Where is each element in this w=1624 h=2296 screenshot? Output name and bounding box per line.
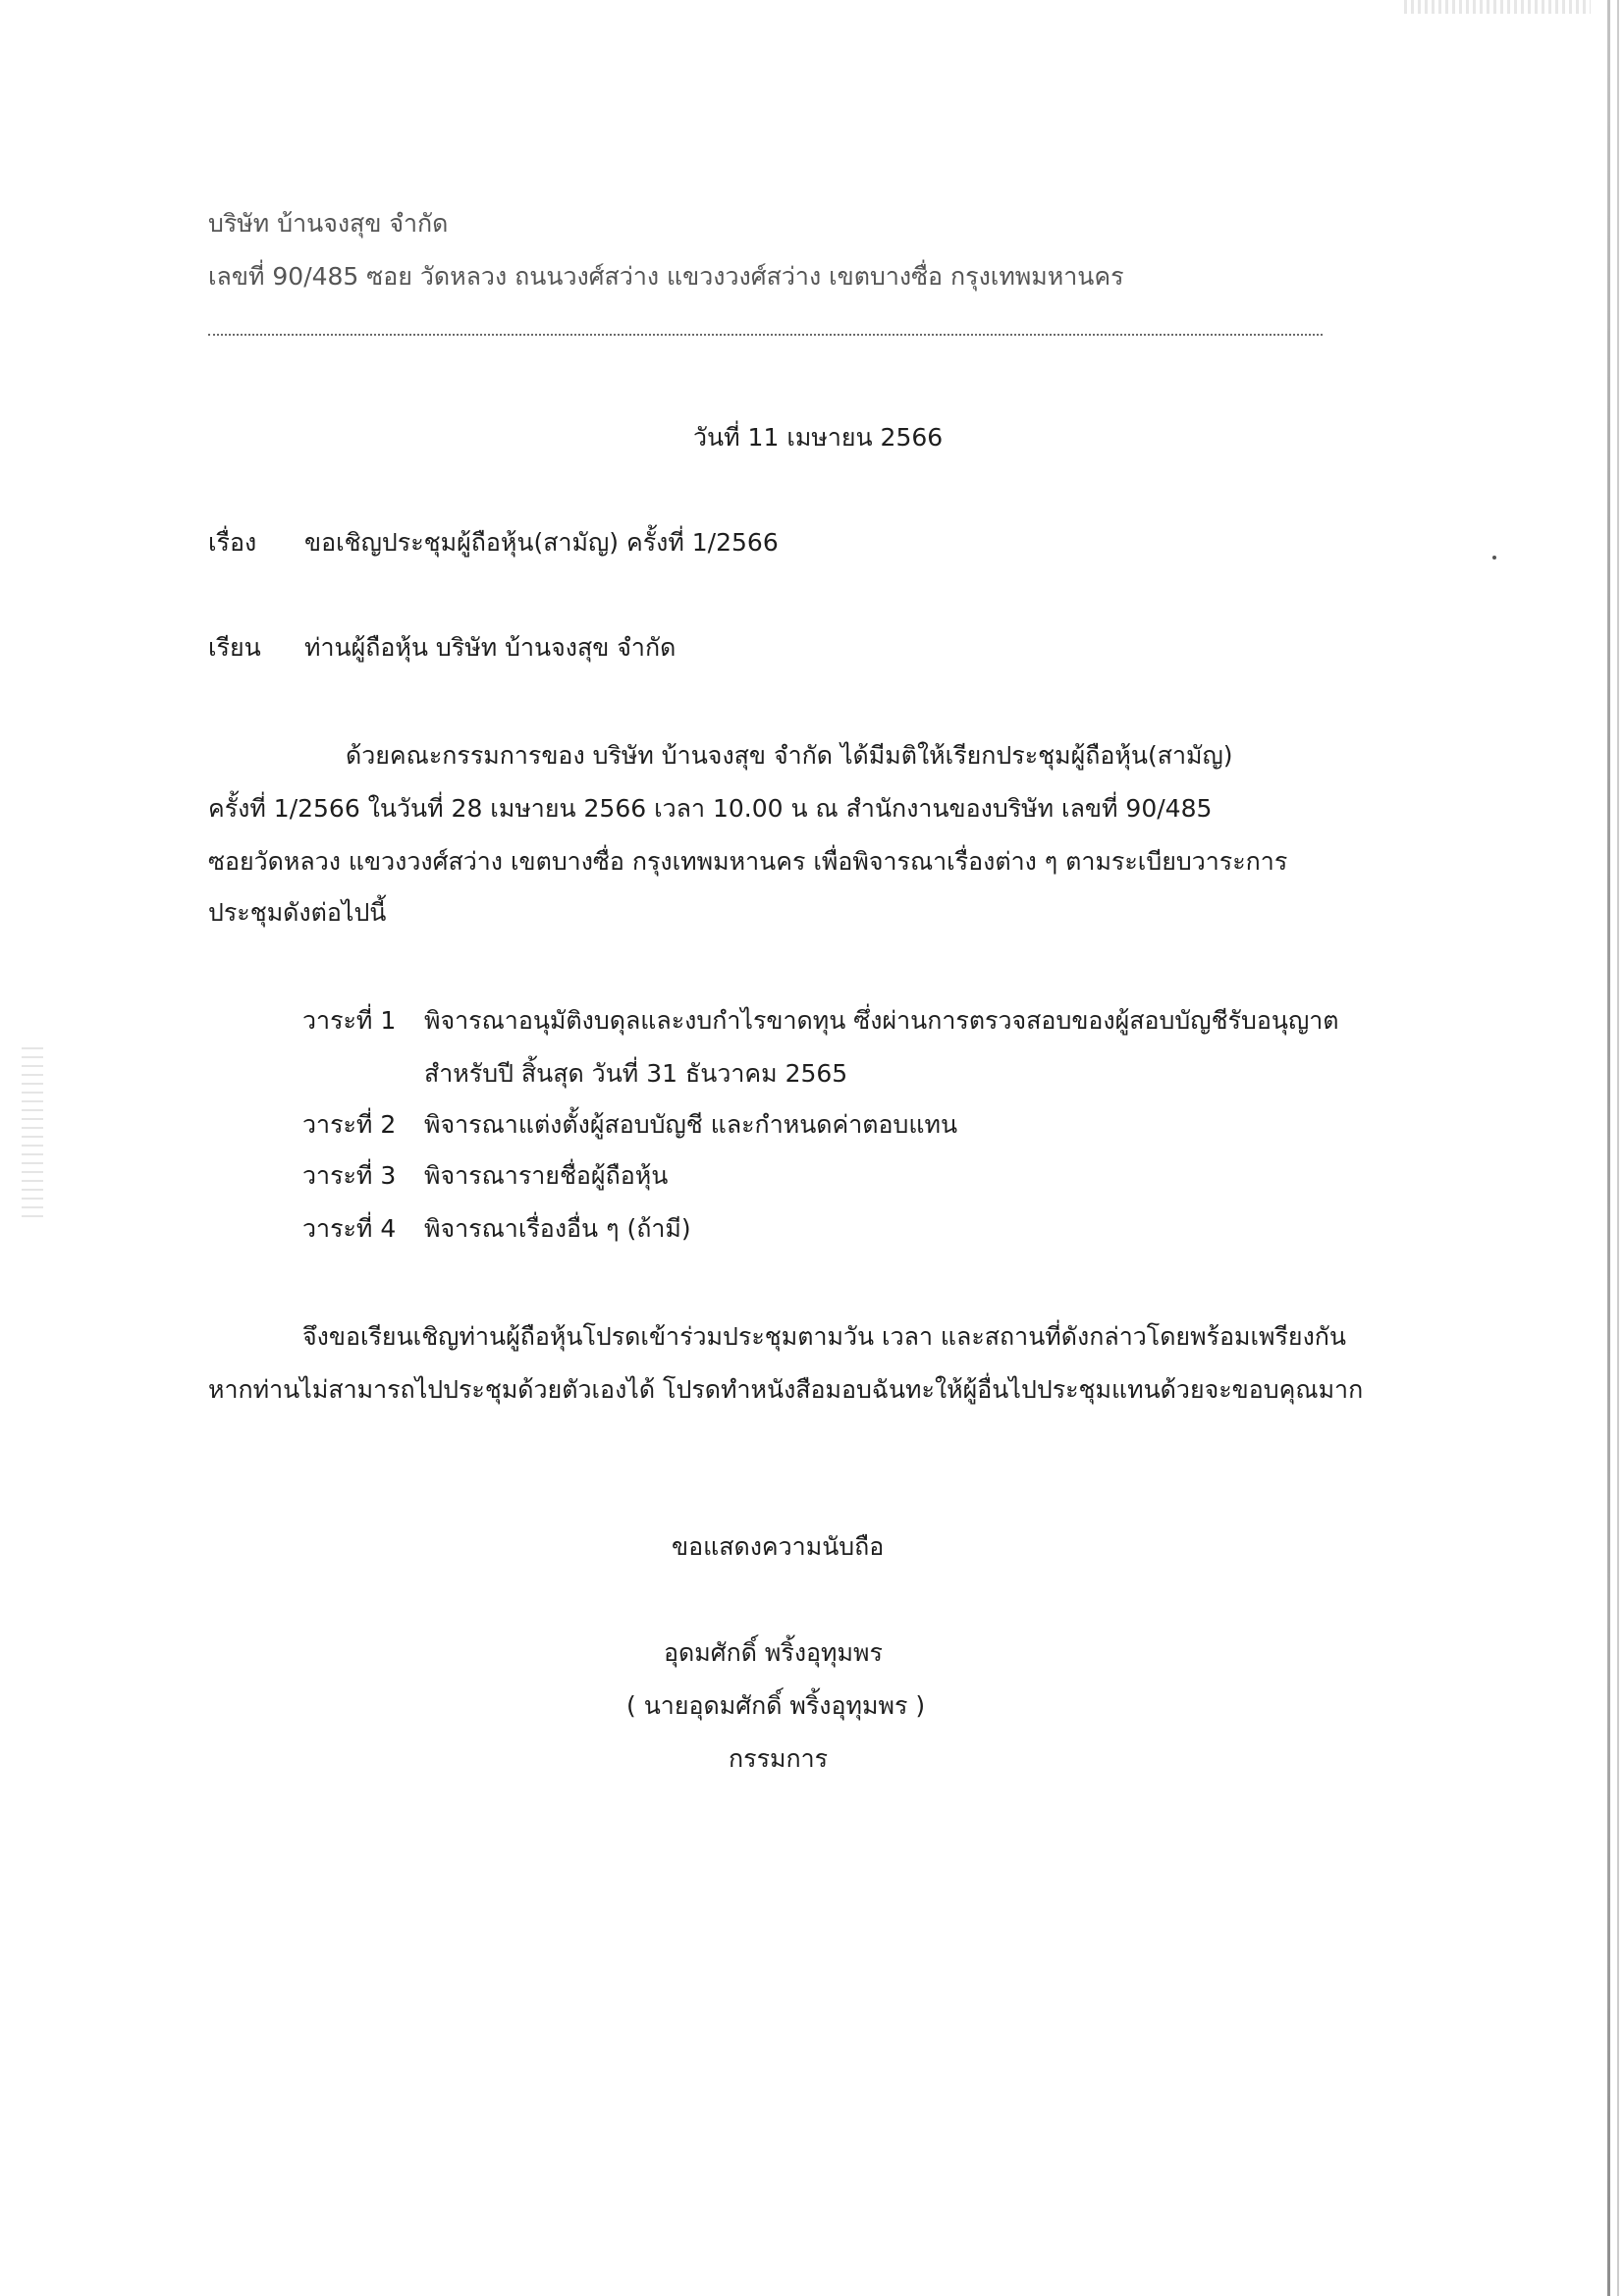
subject-label: เรื่อง <box>208 528 257 557</box>
scan-noise-top <box>1404 0 1591 14</box>
letterhead-divider <box>208 334 1323 336</box>
body-paragraph1-line3: ซอยวัดหลวง แขวงวงศ์สว่าง เขตบางซื่อ กรุงเทพมหานคร เพื่อพิจารณาเรื่องต่าง ๆ ตามระเบียบวาระการ <box>208 847 1288 876</box>
body-paragraph2-line1: จึงขอเรียนเชิญท่านผู้ถือหุ้นโปรดเข้าร่วมประชุมตามวัน เวลา และสถานที่ดังกล่าวโดยพร้อมเพรียงกัน <box>302 1322 1347 1351</box>
date-line: วันที่ 11 เมษายน 2566 <box>693 423 944 452</box>
closing-salutation: ขอแสดงความนับถือ <box>672 1532 885 1561</box>
agenda-item-4-label: วาระที่ 4 <box>302 1214 397 1243</box>
agenda-item-2-text: พิจารณาแต่งตั้งผู้สอบบัญชี และกำหนดค่าตอบแทน <box>424 1110 958 1139</box>
agenda-item-4-text: พิจารณาเรื่องอื่น ๆ (ถ้ามี) <box>424 1214 691 1243</box>
body-paragraph1-line1: ด้วยคณะกรรมการของ บริษัท บ้านจงสุข จำกัด ได้มีมติให้เรียกประชุมผู้ถือหุ้น(สามัญ) <box>346 741 1233 770</box>
subject-text: ขอเชิญประชุมผู้ถือหุ้น(สามัญ) ครั้งที่ 1/2566 <box>304 528 779 557</box>
recipient-label: เรียน <box>208 633 261 662</box>
agenda-item-1-continuation: สำหรับปี สิ้นสุด วันที่ 31 ธันวาคม 2565 <box>424 1059 848 1088</box>
company-name: บริษัท บ้านจงสุข จำกัด <box>208 209 449 238</box>
agenda-item-3-label: วาระที่ 3 <box>302 1161 397 1190</box>
agenda-item-1-text: พิจารณาอนุมัติงบดุลและงบกำไรขาดทุน ซึ่งผ่านการตรวจสอบของผู้สอบบัญชีรับอนุญาต <box>424 1006 1339 1035</box>
signature: อุดมศักดิ์ พริ้งอุทุมพร <box>664 1638 883 1667</box>
body-paragraph1-line4: ประชุมดังต่อไปนี้ <box>208 898 387 927</box>
recipient-text: ท่านผู้ถือหุ้น บริษัท บ้านจงสุข จำกัด <box>304 633 677 662</box>
company-address: เลขที่ 90/485 ซอย วัดหลวง ถนนวงศ์สว่าง แขวงวงศ์สว่าง เขตบางซื่อ กรุงเทพมหานคร <box>208 262 1124 291</box>
agenda-item-1-label: วาระที่ 1 <box>302 1006 397 1035</box>
scan-edge <box>1607 0 1610 2296</box>
body-paragraph1-line2: ครั้งที่ 1/2566 ในวันที่ 28 เมษายน 2566 เวลา 10.00 น ณ สำนักงานของบริษัท เลขที่ 90/485 <box>208 794 1213 823</box>
agenda-item-3-text: พิจารณารายชื่อผู้ถือหุ้น <box>424 1161 669 1190</box>
scan-edge-secondary <box>1617 0 1619 2296</box>
scan-speck <box>1492 556 1496 560</box>
agenda-item-2-label: วาระที่ 2 <box>302 1110 397 1139</box>
signer-position: กรรมการ <box>729 1744 829 1773</box>
scan-noise-left <box>22 1041 43 1217</box>
printed-name: ( นายอุดมศักดิ์ พริ้งอุทุมพร ) <box>626 1691 926 1720</box>
body-paragraph2-line2: หากท่านไม่สามารถไปประชุมด้วยตัวเองได้ โปรดทำหนังสือมอบฉันทะให้ผู้อื่นไปประชุมแทนด้วยจะขอบคุณมาก <box>208 1375 1364 1404</box>
